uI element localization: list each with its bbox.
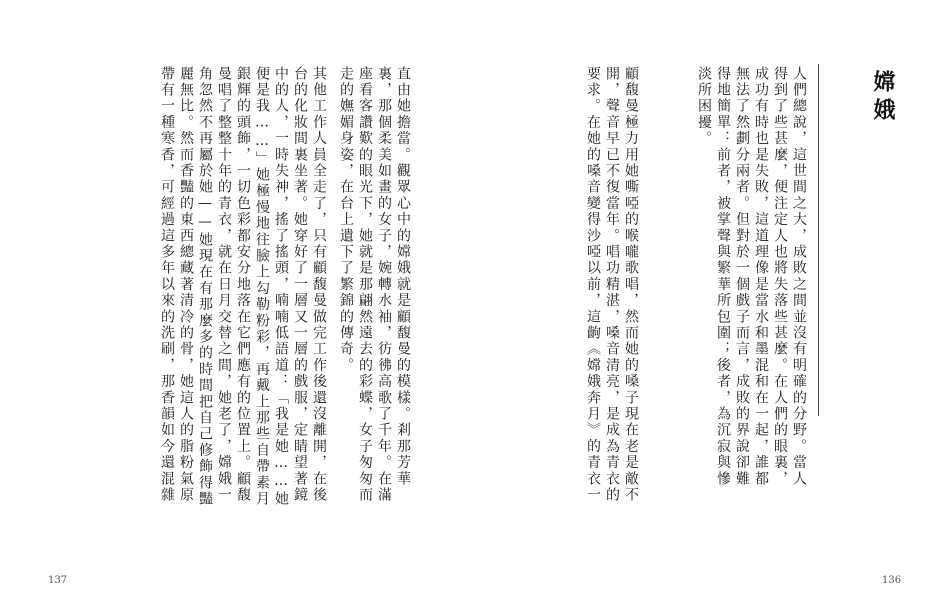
chapter-title: 嫦娥: [870, 70, 896, 126]
right-paragraph-1: 人們總說，這世間之大，成敗之間並沒有明確的分野。當人 得到了些甚麼，便注定人也將失落些甚麼。在人們的眼裏， 成功有時也是失敗，這道理像是當水和墨混和在一起，誰都 無法了然劃分兩者。但對於一個戲子而言，成敗的界說卻難 得地簡單：前者，被掌聲與繁華所包圍；後者，為沉寂與慘 淡所困擾。: [696, 66, 807, 488]
right-page: [470, 0, 940, 614]
page-number-right: 136: [882, 575, 902, 586]
title-divider: [818, 64, 819, 416]
page-number-left: 137: [48, 575, 68, 586]
left-paragraph-2: 其他工作人員全走了，只有顧馥曼做完工作後還沒離開，在後 台的化妝間裏坐著。她穿好了一層又一層的戲服，定睛望著鏡 中的人，一時失神，搖了搖頭，喃喃低語道：「我是她……她 便是我……」她極慢地往臉上勾勒粉彩，再戴上那些自帶素月 銀輝的頭飾，一切色彩都安分地落在它們應有的位置上。顧馥 曼唱了整整十年的青衣，就在日月交替之間，她老了，嫦娥一 角忽然不再屬於她——她現在有那麼多的時間把自己修飾得豔 麗無比。然而香豔的東西總藏著清冷的骨，她這人的脂粉氣原 帶有一種寒香，可經過這多年以來的洗刷，那香韻如今還混雜: [159, 66, 327, 508]
left-paragraph-1: 直由她擔當。觀眾心中的嫦娥就是顧馥曼的模樣。剎那芳華 裏，那個柔美如畫的女子，婉轉水袖，彷彿高歌了千年。在滿 座看客讚歎的眼光下，她就是那翩然遠去的彩蝶，女子匆匆而 走的嫵媚身姿，在台上遺下了繁錦的傳奇。: [338, 66, 411, 504]
right-paragraph-2: 顧馥曼極力用她嘶啞的喉嚨歌唱，然而她的嗓子現在老是敵不 開，聲音早已不復當年。唱功精湛，嗓音清亮，是成為青衣的 要求。在她的嗓音變得沙啞以前，這齣《嫦娥奔月》的青衣一: [585, 66, 639, 504]
